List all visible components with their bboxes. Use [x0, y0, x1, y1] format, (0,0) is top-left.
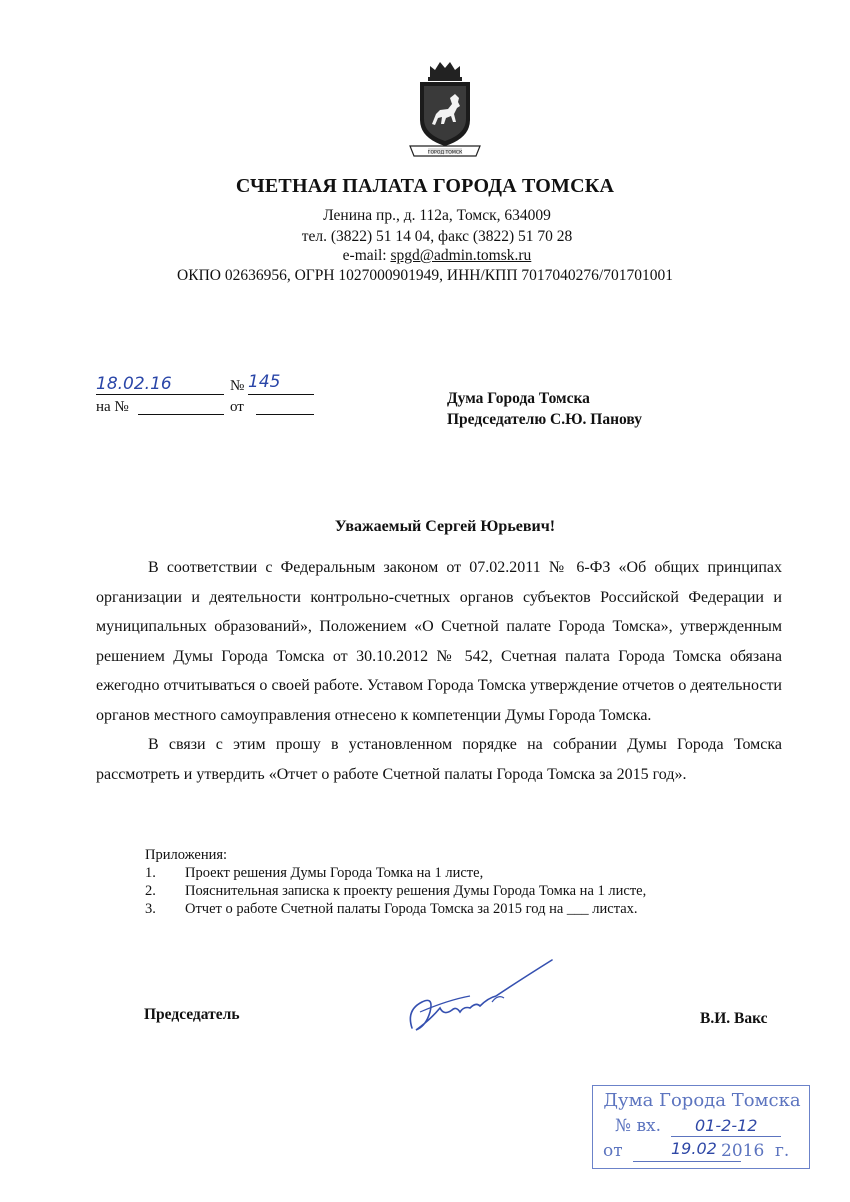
registry-codes: ОКПО 02636956, ОГРН 1027000901949, ИНН/КПП 7017040276/701701001: [177, 267, 673, 284]
list-item: [145, 864, 646, 882]
stamp-number-label: № вх.: [615, 1116, 662, 1136]
stamp-date-line: [633, 1161, 741, 1162]
outgoing-number: 145: [248, 372, 314, 395]
addressee-org: Дума Города Томска: [447, 390, 590, 407]
email-link[interactable]: spgd@admin.tomsk.ru: [390, 247, 532, 264]
list-item-number: 2.: [145, 883, 156, 899]
list-item-number: 3.: [145, 901, 156, 917]
attachments: [145, 846, 646, 918]
number-label: №: [230, 378, 245, 394]
stamp-incoming-number: 01-2-12: [695, 1116, 758, 1135]
outgoing-date: 18.02.16: [96, 374, 224, 395]
signatory-title: Председатель: [144, 1006, 240, 1023]
list-item-text: Проект решения Думы Города Томка на 1 листе,: [185, 865, 484, 881]
body-paragraph: В связи с этим прошу в установленном порядке на собрании Думы Города Томска рассмотреть и утвердить «Отчет о работе Счетной палаты Города Томска за 2015 год».: [96, 736, 782, 783]
incoming-stamp: [592, 1085, 810, 1169]
stamp-date-handwritten: 19.02: [671, 1139, 717, 1158]
reference-number-blank: [138, 414, 224, 415]
phone-fax: тел. (3822) 51 14 04, факс (3822) 51 70 28: [301, 228, 573, 245]
reference-number-label: на №: [96, 399, 129, 415]
list-item: [145, 900, 646, 918]
reference-date-blank: [256, 414, 314, 415]
stamp-year: 2016: [721, 1141, 765, 1161]
reference-date-label: от: [230, 399, 244, 415]
list-item-number: 1.: [145, 865, 156, 881]
list-item-text: Отчет о работе Счетной палаты Города Томска за 2015 год на ___ листах.: [185, 901, 638, 917]
stamp-org: Дума Города Томска: [603, 1090, 801, 1111]
addressee-person: Председателю С.Ю. Панову: [447, 411, 642, 428]
attachments-heading: Приложения:: [145, 847, 228, 863]
list-item: [145, 882, 646, 900]
salutation: Уважаемый Сергей Юрьевич!: [334, 518, 556, 535]
stamp-number-line: [671, 1136, 781, 1137]
email-prefix: e-mail:: [342, 247, 391, 264]
addressee: [447, 388, 642, 430]
list-item-text: Пояснительная записка к проекту решения Думы Города Томка на 1 листе,: [185, 883, 647, 899]
organization-name: СЧЕТНАЯ ПАЛАТА ГОРОДА ТОМСКА: [235, 175, 615, 197]
body-paragraph: В соответствии с Федеральным законом от 07.02.2011 № 6-ФЗ «Об общих принципах организации и деятельности контрольно-счетных органов субъектов Российской Федерации и муниципальных образований», Положением «О Счетной палате Города Томска», утвержденным решением Думы Города Томска от 30.10.2012 № 542, Счетная палата Города Томска обязана ежегодно отчитываться о своей работе. Уставом Города Томска утверждение отчетов о деятельности органов местного самоуправления отнесено к компетенции Думы Города Томска.: [96, 559, 782, 724]
letter-body: [96, 553, 782, 789]
handwritten-signature-icon: [400, 950, 560, 1040]
signatory-name: В.И. Вакс: [700, 1010, 768, 1027]
email-line: [12, 247, 850, 265]
svg-text:ГОРОД ТОМСК: ГОРОД ТОМСК: [427, 150, 463, 156]
tomsk-coat-of-arms-icon: [402, 58, 488, 162]
stamp-date-label: от: [603, 1141, 623, 1161]
stamp-year-suffix: г.: [775, 1141, 790, 1161]
postal-address: Ленина пр., д. 112а, Томск, 634009: [323, 207, 551, 224]
